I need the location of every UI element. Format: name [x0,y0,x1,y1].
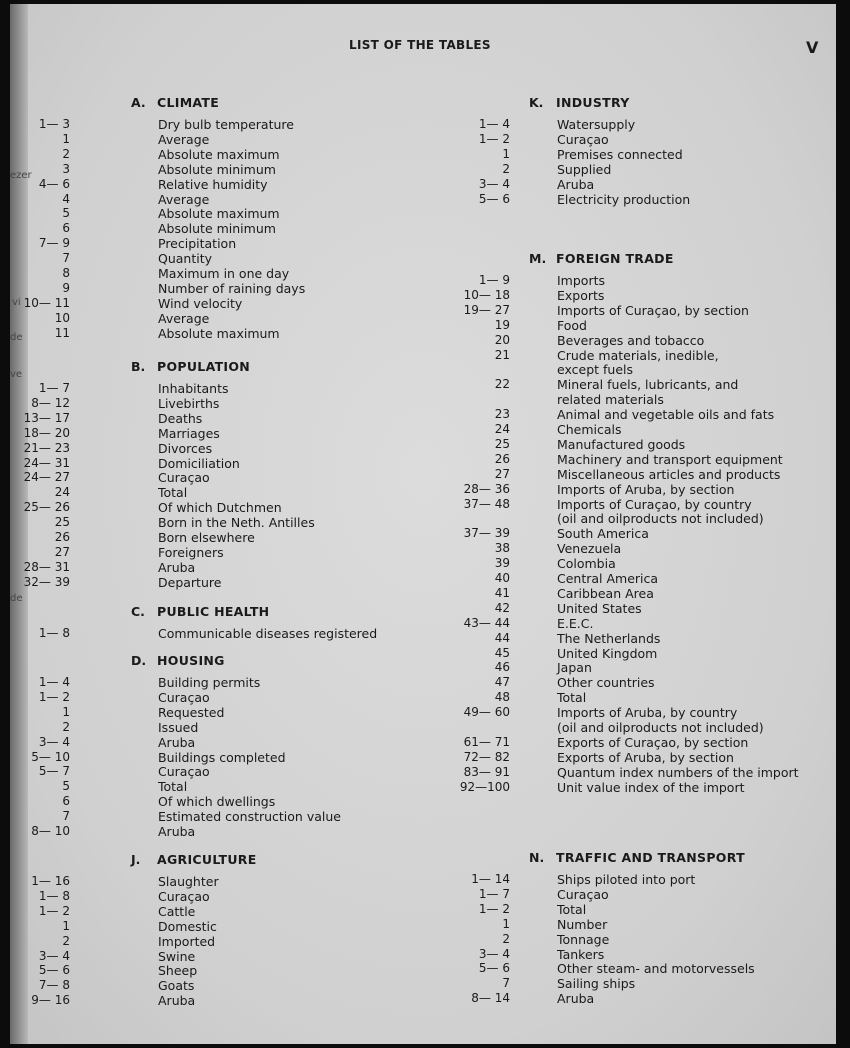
table-title: Supplied [557,161,612,177]
table-number: 3— 4 [478,946,510,961]
table-number: 1— 9 [478,273,510,287]
table-title: Absolute minimum [158,221,276,237]
table-number: 24 [54,485,70,500]
table-title: Absolute minimum [158,161,276,177]
table-number: 1 [62,918,70,933]
table-title: Caribbean Area [557,585,654,601]
table-title: Beverages and tobacco [557,332,705,348]
section-letter: B. [131,359,146,374]
table-title: Divorces [158,440,213,456]
section-letter: N. [529,850,545,865]
table-number: 1— 4 [478,117,510,131]
table-title: Average [158,310,210,326]
table-number: 46 [494,660,510,675]
table-number: 92—100 [459,779,510,794]
table-number: 5— 6 [38,963,70,978]
table-number: 45 [494,645,510,660]
table-title: Imports of Curaçao, by country [557,496,752,512]
table-number: 5— 6 [478,961,510,976]
margin-fragment: vi [12,297,21,308]
table-title: Imports [557,273,605,288]
table-title: Deaths [158,410,203,426]
table-title: United Kingdom [557,645,658,661]
table-title: Exports [557,287,605,303]
table-title: Watersupply [557,117,636,132]
table-title: Domestic [158,918,217,934]
table-title: Dry bulb temperature [158,117,294,132]
table-number: 42 [494,600,510,615]
table-number: 1— 8 [38,888,70,903]
table-title: Japan [557,660,592,676]
table-number: 19— 27 [463,302,510,317]
table-title: Departure [158,574,222,590]
table-title: Other countries [557,675,655,691]
table-title: Curaçao [557,131,609,147]
table-title: Slaughter [158,874,219,889]
table-number: 2 [62,146,70,161]
section-title: INDUSTRY [556,95,630,110]
table-title: Total [557,690,587,706]
table-number: 24— 27 [23,470,70,485]
table-title: Marriages [158,425,220,441]
table-number: 2 [62,719,70,734]
table-number: 27 [494,466,510,481]
table-title: Livebirths [158,395,220,411]
table-title: Cattle [158,903,196,919]
table-number: 37— 48 [463,496,510,511]
table-title: Curaçao [158,470,210,486]
table-number: 1 [62,704,70,719]
table-number: 1— 16 [31,874,70,888]
page-title: LIST OF THE TABLES [349,38,491,52]
table-number: 3— 4 [38,734,70,749]
table-number: 10 [54,310,70,325]
section-title: HOUSING [157,653,225,668]
table-title: Domiciliation [158,455,240,471]
table-title: Requested [158,704,225,720]
section-title: FOREIGN TRADE [556,251,674,266]
table-number: 49— 60 [463,705,510,720]
table-title: Curaçao [158,764,210,780]
table-number: 21— 23 [23,440,70,455]
table-number: 26 [494,451,510,466]
table-title: Absolute maximum [158,325,280,341]
table-number: 9 [62,280,70,295]
table-number: 25 [494,436,510,451]
margin-fragment: ve [10,369,23,380]
table-number: 27 [54,544,70,559]
margin-fragment: ezer [10,170,32,181]
table-title: Other steam- and motorvessels [557,961,755,977]
table-title: South America [557,526,649,542]
table-title: Exports of Aruba, by section [557,749,734,765]
table-title: Quantity [158,251,213,267]
table-number: 6 [62,794,70,809]
table-title: Chemicals [557,422,622,437]
table-number: 8— 12 [31,395,70,410]
table-number: 7 [502,976,510,991]
table-number: 7 [62,251,70,266]
table-title: Aruba [158,824,196,839]
table-title: Colombia [557,556,616,572]
table-number: 25 [54,515,70,530]
table-number: 1 [62,131,70,146]
table-number: 5 [62,206,70,221]
table-title: Miscellaneous articles and products [557,466,781,482]
table-number: 61— 71 [463,734,510,749]
table-number: 38 [494,541,510,556]
section-title: CLIMATE [157,95,220,110]
table-number: 39 [494,556,510,571]
table-number: 3— 4 [38,948,70,963]
section-letter: C. [131,604,145,619]
table-title: Communicable diseases registered [158,626,378,641]
table-title: Quantum index numbers of the import [557,764,799,780]
table-title: Of which Dutchmen [158,500,282,516]
table-title: Average [158,131,210,147]
table-number: 83— 91 [463,764,510,779]
table-number: 2 [502,931,510,946]
table-title: The Netherlands [557,630,661,646]
table-number: 3— 4 [478,176,510,191]
table-number: 44 [494,630,510,645]
table-number: 6 [62,221,70,236]
page-number: V [806,38,819,57]
table-title: Manufactured goods [557,436,686,452]
table-title: Curaçao [158,888,210,904]
table-number: 43— 44 [463,615,510,630]
table-title: Wind velocity [158,295,243,311]
table-title: Machinery and transport equipment [557,451,783,467]
table-number: 22 [494,377,510,392]
table-number: 2 [502,161,510,176]
table-number: 8— 10 [31,824,70,838]
table-title: Maximum in one day [158,266,290,281]
section-title: AGRICULTURE [157,852,257,867]
table-title: Sailing ships [557,976,636,992]
table-number: 1— 2 [478,901,510,916]
table-number: 5— 10 [31,749,70,764]
table-number: 18— 20 [23,425,70,440]
table-number: 23 [494,407,510,422]
table-number: 2 [62,933,70,948]
section-letter: A. [131,95,146,110]
table-number: 21 [494,347,510,362]
table-title: except fuels [557,362,634,378]
table-title: related materials [557,392,664,408]
table-number: 5— 6 [478,191,510,206]
table-title: Curaçao [158,689,210,705]
table-title: Tonnage [557,931,610,947]
section-title: TRAFFIC AND TRANSPORT [556,850,745,865]
section-title: POPULATION [157,359,251,374]
table-title: Absolute maximum [158,146,280,162]
table-title: Aruba [158,559,196,575]
table-number: 5 [62,779,70,794]
table-number: 41 [494,585,510,600]
table-title: Swine [158,948,196,964]
table-title: Imported [158,933,216,949]
table-title: Mineral fuels, lubricants, and [557,377,739,393]
table-title: Curaçao [557,886,609,902]
table-number: 1— 2 [38,903,70,918]
table-title: Imports of Aruba, by country [557,705,738,721]
table-title: Buildings completed [158,749,286,765]
table-number: 72— 82 [463,749,510,764]
table-title: Venezuela [557,541,622,557]
table-title: Exports of Curaçao, by section [557,734,749,750]
table-title: Total [158,485,188,501]
table-number: 7 [62,809,70,824]
table-number: 7— 8 [38,978,70,993]
table-number: 1— 2 [478,131,510,146]
table-title: Imports of Aruba, by section [557,481,735,497]
section-letter: J. [131,852,141,867]
table-title: Food [557,317,587,333]
section-letter: D. [131,653,147,668]
table-number: 4 [62,191,70,206]
table-title: (oil and oilproducts not included) [557,511,764,527]
table-number: 48 [494,690,510,705]
margin-fragment: de [10,593,23,604]
table-number: 1— 2 [38,689,70,704]
table-title: Aruba [557,991,595,1007]
table-title: Issued [158,719,199,735]
table-title: Total [557,901,587,917]
table-title: Born in the Neth. Antilles [158,515,315,531]
table-title: Unit value index of the import [557,779,745,795]
section-letter: K. [529,95,544,110]
table-title: Born elsewhere [158,530,255,545]
table-number: 1— 3 [38,117,70,131]
table-number: 7— 9 [38,236,70,251]
table-number: 5— 7 [38,764,70,779]
table-number: 1 [502,146,510,161]
table-number: 25— 26 [23,500,70,515]
table-title: United States [557,600,642,616]
table-number: 13— 17 [23,410,70,425]
table-title: Aruba [158,993,196,1009]
table-title: Premises connected [557,146,683,162]
table-title: Central America [557,571,659,586]
table-number: 19 [494,317,510,332]
table-title: Ships piloted into port [557,872,696,887]
table-number: 9— 16 [31,993,70,1008]
table-title: Of which dwellings [158,794,276,810]
table-number: 1— 4 [38,675,70,689]
table-number: 3 [62,161,70,176]
table-number: 24 [494,422,510,436]
table-number: 20 [494,332,510,347]
table-title: Aruba [158,734,196,750]
table-number: 4— 6 [38,176,70,191]
table-title: Number of raining days [158,280,306,296]
table-number: 1— 14 [471,872,510,886]
table-title: E.E.C. [557,615,594,631]
table-number: 1— 7 [38,381,70,395]
table-number: 8— 14 [471,991,510,1006]
table-title: Precipitation [158,236,237,252]
table-title: Sheep [158,963,198,979]
table-number: 28— 36 [463,481,510,496]
table-number: 10— 11 [23,295,70,310]
table-number: 47 [494,675,510,690]
table-number: 10— 18 [463,287,510,302]
table-title: Building permits [158,675,261,690]
table-title: Aruba [557,176,595,192]
table-number: 11 [54,325,70,340]
table-title: Imports of Curaçao, by section [557,302,749,318]
margin-fragment: de [10,332,23,343]
table-title: Electricity production [557,191,691,207]
section-title: PUBLIC HEALTH [157,604,270,619]
table-title: Total [158,779,188,795]
table-title: Absolute maximum [158,206,280,222]
table-number: 1— 8 [38,626,70,640]
table-number: 1 [502,916,510,931]
table-title: Inhabitants [158,381,229,396]
table-title: Crude materials, inedible, [557,347,719,363]
table-title: Relative humidity [158,176,268,192]
table-title: Average [158,191,210,207]
table-number: 1— 7 [478,886,510,901]
table-title: (oil and oilproducts not included) [557,720,764,735]
table-number: 37— 39 [463,526,510,541]
table-number: 32— 39 [23,574,70,589]
table-title: Foreigners [158,544,224,560]
table-title: Estimated construction value [158,809,341,825]
table-number: 26 [54,530,70,544]
table-number: 24— 31 [23,455,70,470]
table-number: 8 [62,266,70,280]
section-letter: M. [529,251,547,266]
table-title: Goats [158,978,195,994]
table-title: Number [557,916,608,932]
table-number: 28— 31 [23,559,70,574]
table-title: Animal and vegetable oils and fats [557,407,775,423]
table-title: Tankers [557,946,605,962]
table-number: 40 [494,571,510,585]
